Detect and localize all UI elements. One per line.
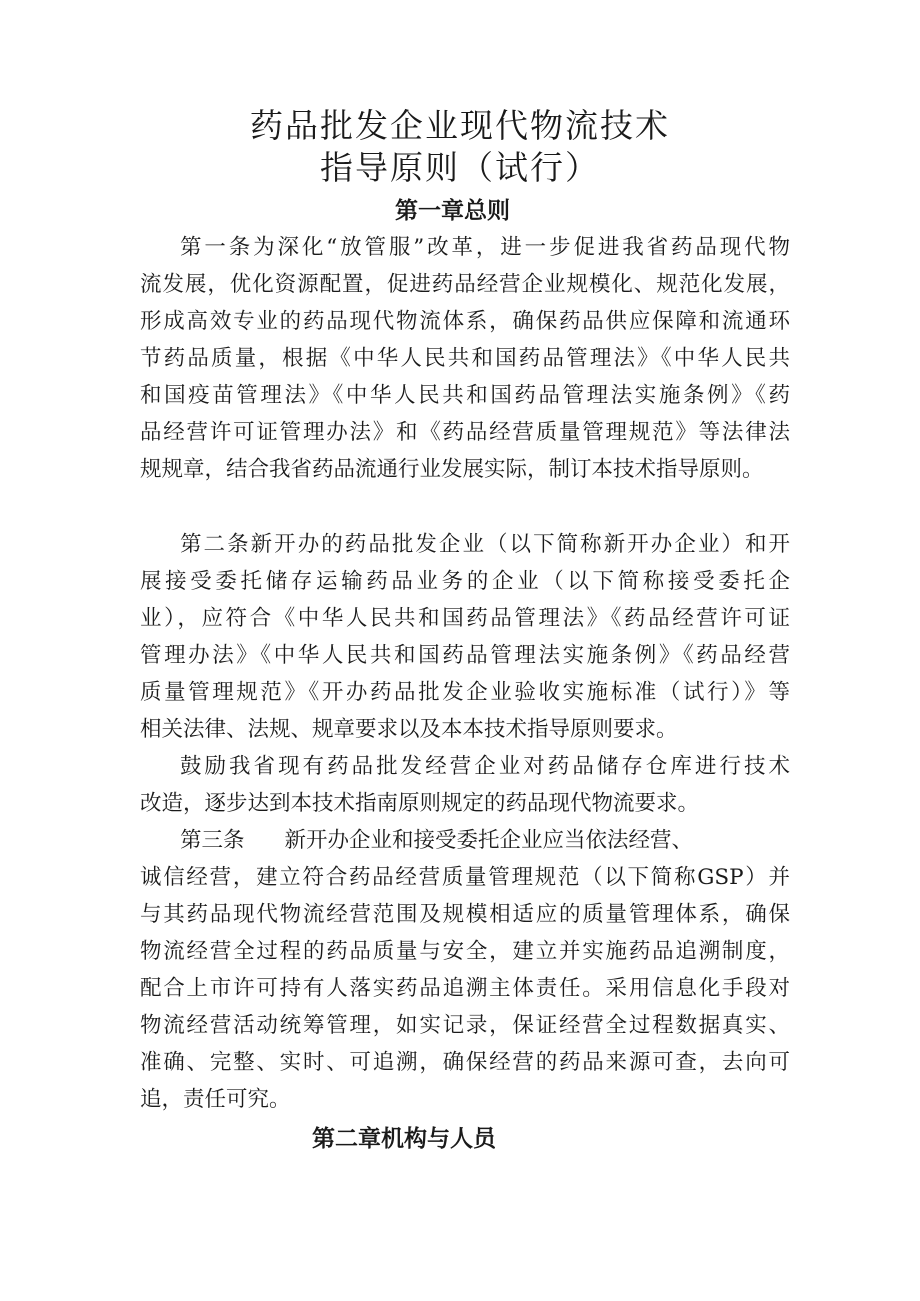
chapter-heading-general: 第一章总则 — [395, 198, 510, 224]
paragraph-line: 第二条新开办的药品批发企业（以下简称新开办企业）和开 — [180, 532, 790, 557]
paragraph-line: 改造，逐步达到本技术指南原则规定的药品现代物流要求。 — [140, 791, 700, 816]
paragraph-line: 物流经营活动统筹管理，如实记录，保证经营全过程数据真实、 — [140, 1013, 790, 1038]
paragraph-line: 与其药品现代物流经营范围及规模相适应的质量管理体系，确保 — [140, 902, 790, 927]
article-3-label: 第三条 — [180, 828, 245, 853]
document-title-line1: 药品批发企业现代物流技术 — [250, 106, 670, 145]
paragraph-line: 配合上市许可持有人落实药品追溯主体责任。采用信息化手段对 — [140, 976, 790, 1001]
document-title-line2: 指导原则（试行） — [320, 148, 600, 187]
article-3-first-line — [180, 826, 790, 856]
paragraph-line: 诚信经营，建立符合药品经营质量管理规范（以下简称GSP）并 — [140, 865, 790, 890]
paragraph-line: 展接受委托储存运输药品业务的企业（以下简称接受委托企 — [140, 569, 790, 594]
paragraph-line: 和国疫苗管理法》《中华人民共和国药品管理法实施条例》《药 — [140, 383, 790, 408]
chapter-heading-organization: 第二章机构与人员 — [312, 1126, 496, 1152]
paragraph-line: 相关法律、法规、规章要求以及本本技术指导原则要求。 — [140, 717, 678, 742]
paragraph-line: 物流经营全过程的药品质量与安全，建立并实施药品追溯制度， — [140, 939, 790, 964]
paragraph-line: 准确、完整、实时、可追溯，确保经营的药品来源可查，去向可 — [140, 1050, 790, 1075]
paragraph-line: 业），应符合《中华人民共和国药品管理法》《药品经营许可证 — [140, 606, 790, 631]
paragraph-line: 质量管理规范》《开办药品批发企业验收实施标准（试行）》等 — [140, 680, 790, 705]
paragraph-line: 第一条为深化“放管服”改革，进一步促进我省药品现代物 — [180, 235, 790, 260]
paragraph-line: 节药品质量，根据《中华人民共和国药品管理法》《中华人民共 — [140, 346, 790, 371]
paragraph-line: 品经营许可证管理办法》和《药品经营质量管理规范》等法律法 — [140, 420, 790, 445]
paragraph-line: 管理办法》《中华人民共和国药品管理法实施条例》《药品经营 — [140, 643, 790, 668]
paragraph-line: 流发展，优化资源配置，促进药品经营企业规模化、规范化发展， — [140, 272, 790, 297]
paragraph-line: 鼓励我省现有药品批发经营企业对药品储存仓库进行技术 — [180, 754, 790, 779]
paragraph-line: 规规章，结合我省药品流通行业发展实际，制订本技术指导原则。 — [140, 457, 764, 482]
paragraph-line: 形成高效专业的药品现代物流体系，确保药品供应保障和流通环 — [140, 309, 790, 334]
paragraph-line: 追，责任可究。 — [140, 1087, 291, 1112]
article-3-text: 新开办企业和接受委托企业应当依法经营、 — [284, 828, 694, 853]
